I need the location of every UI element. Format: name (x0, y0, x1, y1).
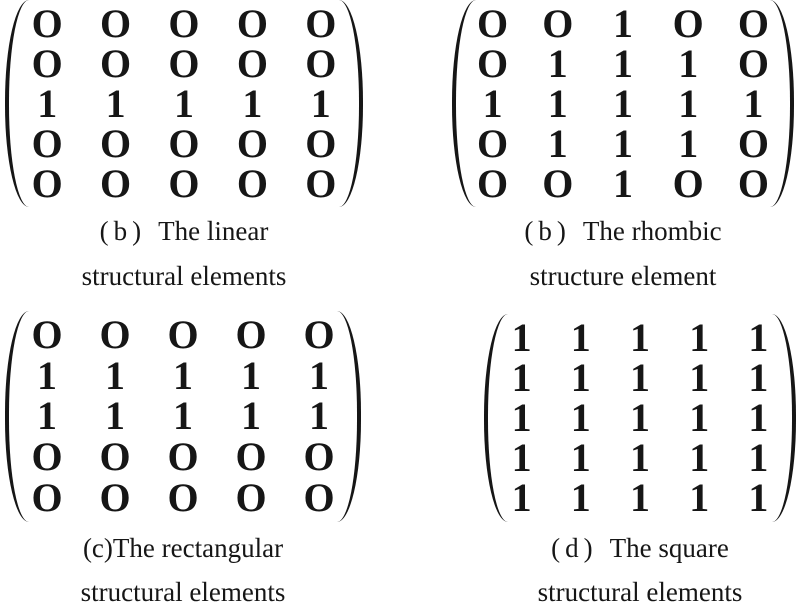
matrix-cell: O (100, 41, 132, 86)
matrix-cell: O (477, 161, 509, 206)
matrix-cell: 1 (570, 475, 591, 520)
matrix-cell: 1 (310, 81, 331, 126)
matrix-cell: O (100, 121, 132, 166)
matrix-cell: O (167, 312, 199, 358)
matrix-cell: 1 (241, 393, 261, 439)
matrix-square (484, 314, 796, 522)
matrix-cell: 1 (105, 81, 126, 126)
matrix-cell: 1 (629, 315, 650, 360)
matrix-cell: 1 (570, 315, 591, 360)
matrix-cell: 1 (748, 355, 769, 400)
matrix-cell: O (305, 41, 337, 86)
matrix-cell: O (100, 161, 132, 206)
matrix-cell: O (168, 41, 200, 86)
matrix-cell: 1 (241, 352, 261, 398)
caption-line1 (484, 532, 796, 564)
caption-title: The linear (158, 216, 269, 246)
matrix-cell: O (305, 161, 337, 206)
matrix-cell: 1 (570, 395, 591, 440)
caption-line2: structural elements (81, 261, 287, 291)
matrix-cell: O (235, 434, 267, 480)
matrix-cell: O (305, 1, 337, 46)
matrix-cell: 1 (678, 121, 699, 166)
matrix-cell: O (235, 474, 267, 520)
right-parenthesis (339, 0, 363, 207)
right-parenthesis (770, 0, 794, 207)
matrix-cell: O (31, 1, 63, 46)
matrix-cell: 1 (612, 41, 633, 86)
matrix-cell: O (167, 474, 199, 520)
matrix-cell: 1 (612, 81, 633, 126)
matrix-cell: O (236, 161, 268, 206)
matrix-cell: 1 (748, 475, 769, 520)
caption-line2: structural elements (80, 577, 286, 607)
right-parenthesis (337, 311, 361, 522)
caption-label: (b) (99, 216, 147, 246)
caption-title: The square (609, 533, 729, 563)
matrix-cell: O (31, 312, 63, 358)
matrix-cell: O (99, 434, 131, 480)
caption-line1 (452, 215, 794, 247)
matrix-cell: 1 (678, 41, 699, 86)
matrix-cell: 1 (309, 393, 329, 439)
matrix-cell: 1 (173, 393, 193, 439)
matrix-cell: O (236, 1, 268, 46)
matrix-cell: 1 (511, 395, 532, 440)
matrix-rectangular (5, 311, 361, 522)
matrix-cell: O (737, 121, 769, 166)
matrix-cell: 1 (547, 121, 568, 166)
matrix-cell: 1 (570, 355, 591, 400)
matrix-cell: O (167, 434, 199, 480)
matrix-cell: O (477, 1, 509, 46)
matrix-cell: 1 (37, 352, 57, 398)
matrix-cell: 1 (629, 395, 650, 440)
matrix-cell: 1 (612, 161, 633, 206)
matrix-cell: 1 (629, 355, 650, 400)
matrix-cell: 1 (689, 315, 710, 360)
matrix-cell: O (672, 161, 704, 206)
caption-label: (b) (524, 216, 571, 246)
matrix-cell: O (542, 161, 574, 206)
matrix-cell: O (737, 1, 769, 46)
matrix-cell: 1 (689, 355, 710, 400)
matrix-cell: 1 (748, 315, 769, 360)
matrix-cell: 1 (689, 435, 710, 480)
matrix-cell: 1 (629, 435, 650, 480)
matrix-cell: O (168, 161, 200, 206)
matrix-cell: O (235, 312, 267, 358)
matrix-cell: 1 (748, 395, 769, 440)
caption-line2: structure element (529, 261, 717, 291)
matrix-cells (460, 1, 786, 206)
matrix-cell: O (303, 434, 335, 480)
matrix-cell: 1 (743, 81, 764, 126)
matrix-cell: 1 (173, 81, 194, 126)
matrix-cell: O (303, 312, 335, 358)
matrix-cell: O (305, 121, 337, 166)
matrix-cell: O (31, 41, 63, 86)
matrix-cell: 1 (105, 352, 125, 398)
matrix-cell: 1 (612, 1, 633, 46)
caption-title: The rhombic (582, 216, 722, 246)
matrix-cell: O (31, 121, 63, 166)
matrix-cell: O (303, 474, 335, 520)
matrix-cell: 1 (570, 435, 591, 480)
matrix-cell: O (737, 41, 769, 86)
matrix-cell: 1 (547, 41, 568, 86)
caption-line1 (5, 215, 363, 247)
matrix-cell: O (99, 474, 131, 520)
matrix-cell: O (31, 161, 63, 206)
caption-label: (c) (82, 533, 113, 563)
matrix-linear (5, 0, 363, 207)
matrix-cell: 1 (511, 355, 532, 400)
matrix-rhombic (452, 0, 794, 207)
matrix-cell: 1 (678, 81, 699, 126)
matrix-cell: 1 (612, 121, 633, 166)
matrix-cell: O (236, 41, 268, 86)
matrix-cell: O (236, 121, 268, 166)
matrix-cell: 1 (37, 393, 57, 439)
matrix-cells (13, 312, 353, 520)
matrix-cell: O (477, 41, 509, 86)
matrix-cell: 1 (511, 315, 532, 360)
matrix-cell: 1 (547, 81, 568, 126)
matrix-cell: 1 (482, 81, 503, 126)
matrix-cell: O (100, 1, 132, 46)
matrix-cell: 1 (37, 81, 58, 126)
matrix-cell: 1 (511, 435, 532, 480)
right-parenthesis (772, 314, 796, 522)
matrix-cell: O (31, 434, 63, 480)
matrix-cell: 1 (309, 352, 329, 398)
matrix-cell: 1 (748, 435, 769, 480)
matrix-cells (492, 315, 788, 520)
matrix-cell: 1 (629, 475, 650, 520)
caption-line2: structural elements (537, 577, 743, 607)
matrix-cell: O (168, 121, 200, 166)
matrix-cell: 1 (105, 393, 125, 439)
matrix-cell: 1 (689, 395, 710, 440)
matrix-cell: O (477, 121, 509, 166)
matrix-cell: 1 (689, 475, 710, 520)
matrix-cell: O (542, 1, 574, 46)
matrix-cells (13, 1, 355, 206)
caption-label: (d) (551, 533, 598, 563)
matrix-cell: 1 (511, 475, 532, 520)
matrix-cell: O (737, 161, 769, 206)
caption-line1 (5, 532, 361, 564)
matrix-cell: 1 (242, 81, 263, 126)
caption-title: The rectangular (112, 533, 284, 563)
matrix-cell: O (31, 474, 63, 520)
matrix-cell: O (672, 1, 704, 46)
matrix-cell: O (168, 1, 200, 46)
matrix-cell: O (99, 312, 131, 358)
matrix-cell: 1 (173, 352, 193, 398)
